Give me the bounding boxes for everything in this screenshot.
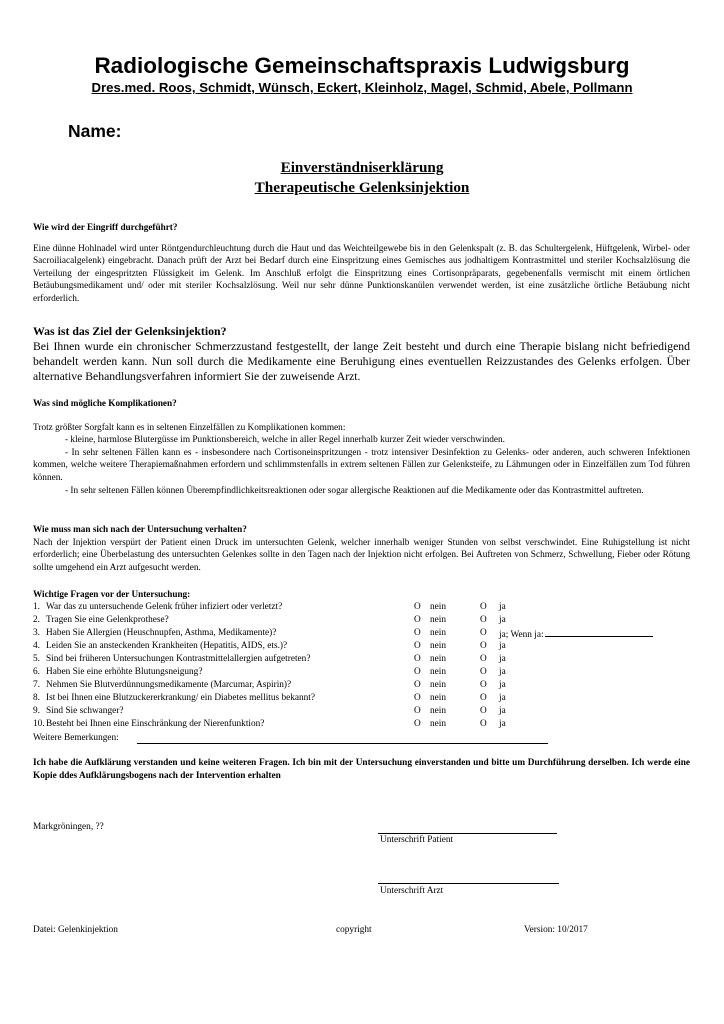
no-label: nein [430,628,447,638]
question-text: Ist bei Ihnen eine Blutzuckererkrankung/ ein Diabetes mellitus bekannt? [46,693,316,703]
yes-label: ja [499,654,506,664]
no-radio[interactable]: O [414,654,421,664]
no-radio[interactable]: O [414,706,421,716]
goal-heading: Was ist das Ziel der Gelenksinjektion? [33,324,227,338]
doctor-signature-label: Unterschrift Arzt [380,886,444,896]
doctor-signature-field[interactable] [378,883,559,884]
behavior-heading: Wie muss man sich nach der Untersuchung verhalten? [33,524,247,534]
footer-file: Datei: Gelenkinjektion [33,925,118,935]
yes-radio[interactable]: O [480,641,487,651]
no-label: nein [430,615,447,625]
question-text: Tragen Sie eine Gelenkprothese? [46,615,169,625]
procedure-text: Eine dünne Hohlnadel wird unter Röntgendurchleuchtung durch die Haut und das Weichteilgewebe bis in den Gelenkspalt (z. B. das Schultergelenk, Hüftgelenk, Wirbel- oder Sacroiliacalgelenk) eingebracht. Danach prüft der Arzt bei Bedarf durch eine Einspritzung eines Gemisches aus jodhaltigem Kontrastmittel und steriler Kochsalzlösung die Verteilung der eingespritzten Flüssigkeit im Gelenk. Im Anschluß erfolgt die Einspritzung eines Cortisonpräparats, gegebenenfalls vermischt mit einem örtlichen Betäubungsmedikament und/ oder mit steriler Kochsalzlösung. Weil nur sehr dünne Punktionskanülen verwendet werden, ist eine zusätzliche örtliche Betäubung nicht erforderlich. [33,244,690,304]
question-number: 5. [33,654,40,664]
document-title: Einverständniserklärung [280,159,444,176]
question-number: 4. [33,641,40,651]
yes-radio[interactable]: O [480,680,487,690]
yes-radio[interactable]: O [480,706,487,716]
no-label: nein [430,654,447,664]
question-text: Leiden Sie an ansteckenden Krankheiten (Hepatitis, AIDS, ets.)? [46,641,288,651]
no-label: nein [430,667,447,677]
no-label: nein [430,706,447,716]
no-radio[interactable]: O [414,667,421,677]
place-date: Markgröningen, ?? [33,822,104,832]
no-radio[interactable]: O [414,680,421,690]
name-label: Name: [68,121,122,141]
allergy-details-label: ; Wenn ja: [505,630,544,640]
yes-radio[interactable]: O [480,615,487,625]
no-radio[interactable]: O [414,602,421,612]
question-number: 1. [33,602,40,612]
question-text: Besteht bei Ihnen eine Einschränkung der Nierenfunktion? [46,719,265,729]
complications-heading: Was sind mögliche Komplikationen? [33,398,177,408]
behavior-text: Nach der Injektion verspürt der Patient einen Druck im untersuchten Gelenk, welcher innerhalb weniger Stunden von selbst verschwindet. Eine Ruhigstellung ist nicht erforderlich; eine Überbelastung des untersuchten Gelenkes sollte in den Tagen nach der Injektion nicht erfolgen. Bei Auftreten von Schmerz, Schwellung, Fieber oder Rötung sollte umgehend ein Arzt aufgesucht werden. [33,538,690,573]
complication-item: - In sehr seltenen Fällen können Überempfindlichkeitsreaktionen oder sogar allergische Reaktionen auf die Medikamente oder das Kontrastmittel auftreten. [65,486,644,496]
complications-intro: Trotz größter Sorgfalt kann es in seltenen Einzelfällen zu Komplikationen kommen: [33,423,346,433]
yes-radio[interactable]: O [480,719,487,729]
question-number: 3. [33,628,40,638]
yes-label: ja [499,706,506,716]
goal-text: Bei Ihnen wurde ein chronischer Schmerzzustand festgestellt, der lange Zeit besteht und durch eine Therapie bislang nicht befriedigend behandelt werden kann. Nun soll durch die Medikamente eine Beruhigung eines eventuellen Reizzustandes des Gelenks erfolgen. Über alternative Behandlungsverfahren informiert Sie der zuweisende Arzt. [33,340,690,384]
remarks-field[interactable] [137,743,548,744]
complication-item: - In sehr seltenen Fällen kann es - insbesondere nach Cortisoneinspritzungen - trotz intensiver Desinfektion zu Gelenks- oder anderen, auch schweren Infektionen kommen, welche weitere Therapiemaßnahmen erfordern und schlimmstenfalls in extrem seltenen Fällen zur Gelenksteife, zu Lähmungen oder in Einzelfällen zum Tod führen können. [33,448,690,483]
question-number: 6. [33,667,40,677]
document-subtitle: Therapeutische Gelenksinjektion [254,179,470,196]
yes-radio[interactable]: O [480,667,487,677]
patient-signature-field[interactable] [378,833,557,834]
yes-label: ja [499,693,506,703]
no-radio[interactable]: O [414,628,421,638]
doctors-list: Dres.med. Roos, Schmidt, Wünsch, Eckert, Kleinholz, Magel, Schmid, Abele, Pollmann [91,80,633,95]
no-radio[interactable]: O [414,641,421,651]
question-text: Haben Sie Allergien (Heuschnupfen, Asthma, Medikamente)? [46,628,277,638]
yes-label: ja [499,680,506,690]
yes-label: ja [499,719,506,729]
yes-radio[interactable]: O [480,602,487,612]
no-label: nein [430,641,447,651]
yes-label: ja [499,667,506,677]
no-label: nein [430,719,447,729]
question-number: 7. [33,680,40,690]
yes-radio[interactable]: O [480,693,487,703]
no-label: nein [430,680,447,690]
yes-label: ja [499,641,506,651]
allergy-details-field[interactable] [545,627,653,637]
question-text: Sind bei früheren Untersuchungen Kontrastmittelallergien aufgetreten? [46,654,311,664]
question-text: War das zu untersuchende Gelenk früher infiziert oder verletzt? [46,602,283,612]
no-radio[interactable]: O [414,693,421,703]
question-number: 9. [33,706,40,716]
yes-label: ja [499,602,506,612]
footer-version: Version: 10/2017 [524,925,588,935]
footer-copyright: copyright [336,925,372,935]
question-number: 8. [33,693,40,703]
procedure-heading: Wie wird der Eingriff durchgeführt? [33,222,178,232]
practice-title: Radiologische Gemeinschaftspraxis Ludwigsburg [94,53,630,78]
remarks-label: Weitere Bemerkungen: [33,733,119,743]
patient-signature-label: Unterschrift Patient [380,835,454,845]
question-number: 2. [33,615,40,625]
yes-radio[interactable]: O [480,654,487,664]
question-number: 10. [33,719,45,729]
complication-item: - kleine, harmlose Blutergüsse im Punktionsbereich, welche in aller Regel innerhalb kurzer Zeit wieder verschwinden. [65,435,505,445]
questions-heading: Wichtige Fragen vor der Untersuchung: [33,589,191,599]
no-radio[interactable]: O [414,719,421,729]
question-text: Haben Sie eine erhöhte Blutungsneigung? [46,667,203,677]
yes-label: ja [499,630,506,640]
question-text: Sind Sie schwanger? [46,706,124,716]
yes-label: ja [499,615,506,625]
no-label: nein [430,693,447,703]
question-text: Nehmen Sie Blutverdünnungsmedikamente (Marcumar, Aspirin)? [46,680,292,690]
consent-statement: Ich habe die Aufklärung verstanden und keine weiteren Fragen. Ich bin mit der Untersuchung einverstanden und bitte um Durchführung derselben. Ich werde eine Kopie ddes Aufklärungsbogens nach der Intervention erhalten [33,758,690,782]
no-label: nein [430,602,447,612]
yes-radio[interactable]: O [480,628,487,638]
no-radio[interactable]: O [414,615,421,625]
